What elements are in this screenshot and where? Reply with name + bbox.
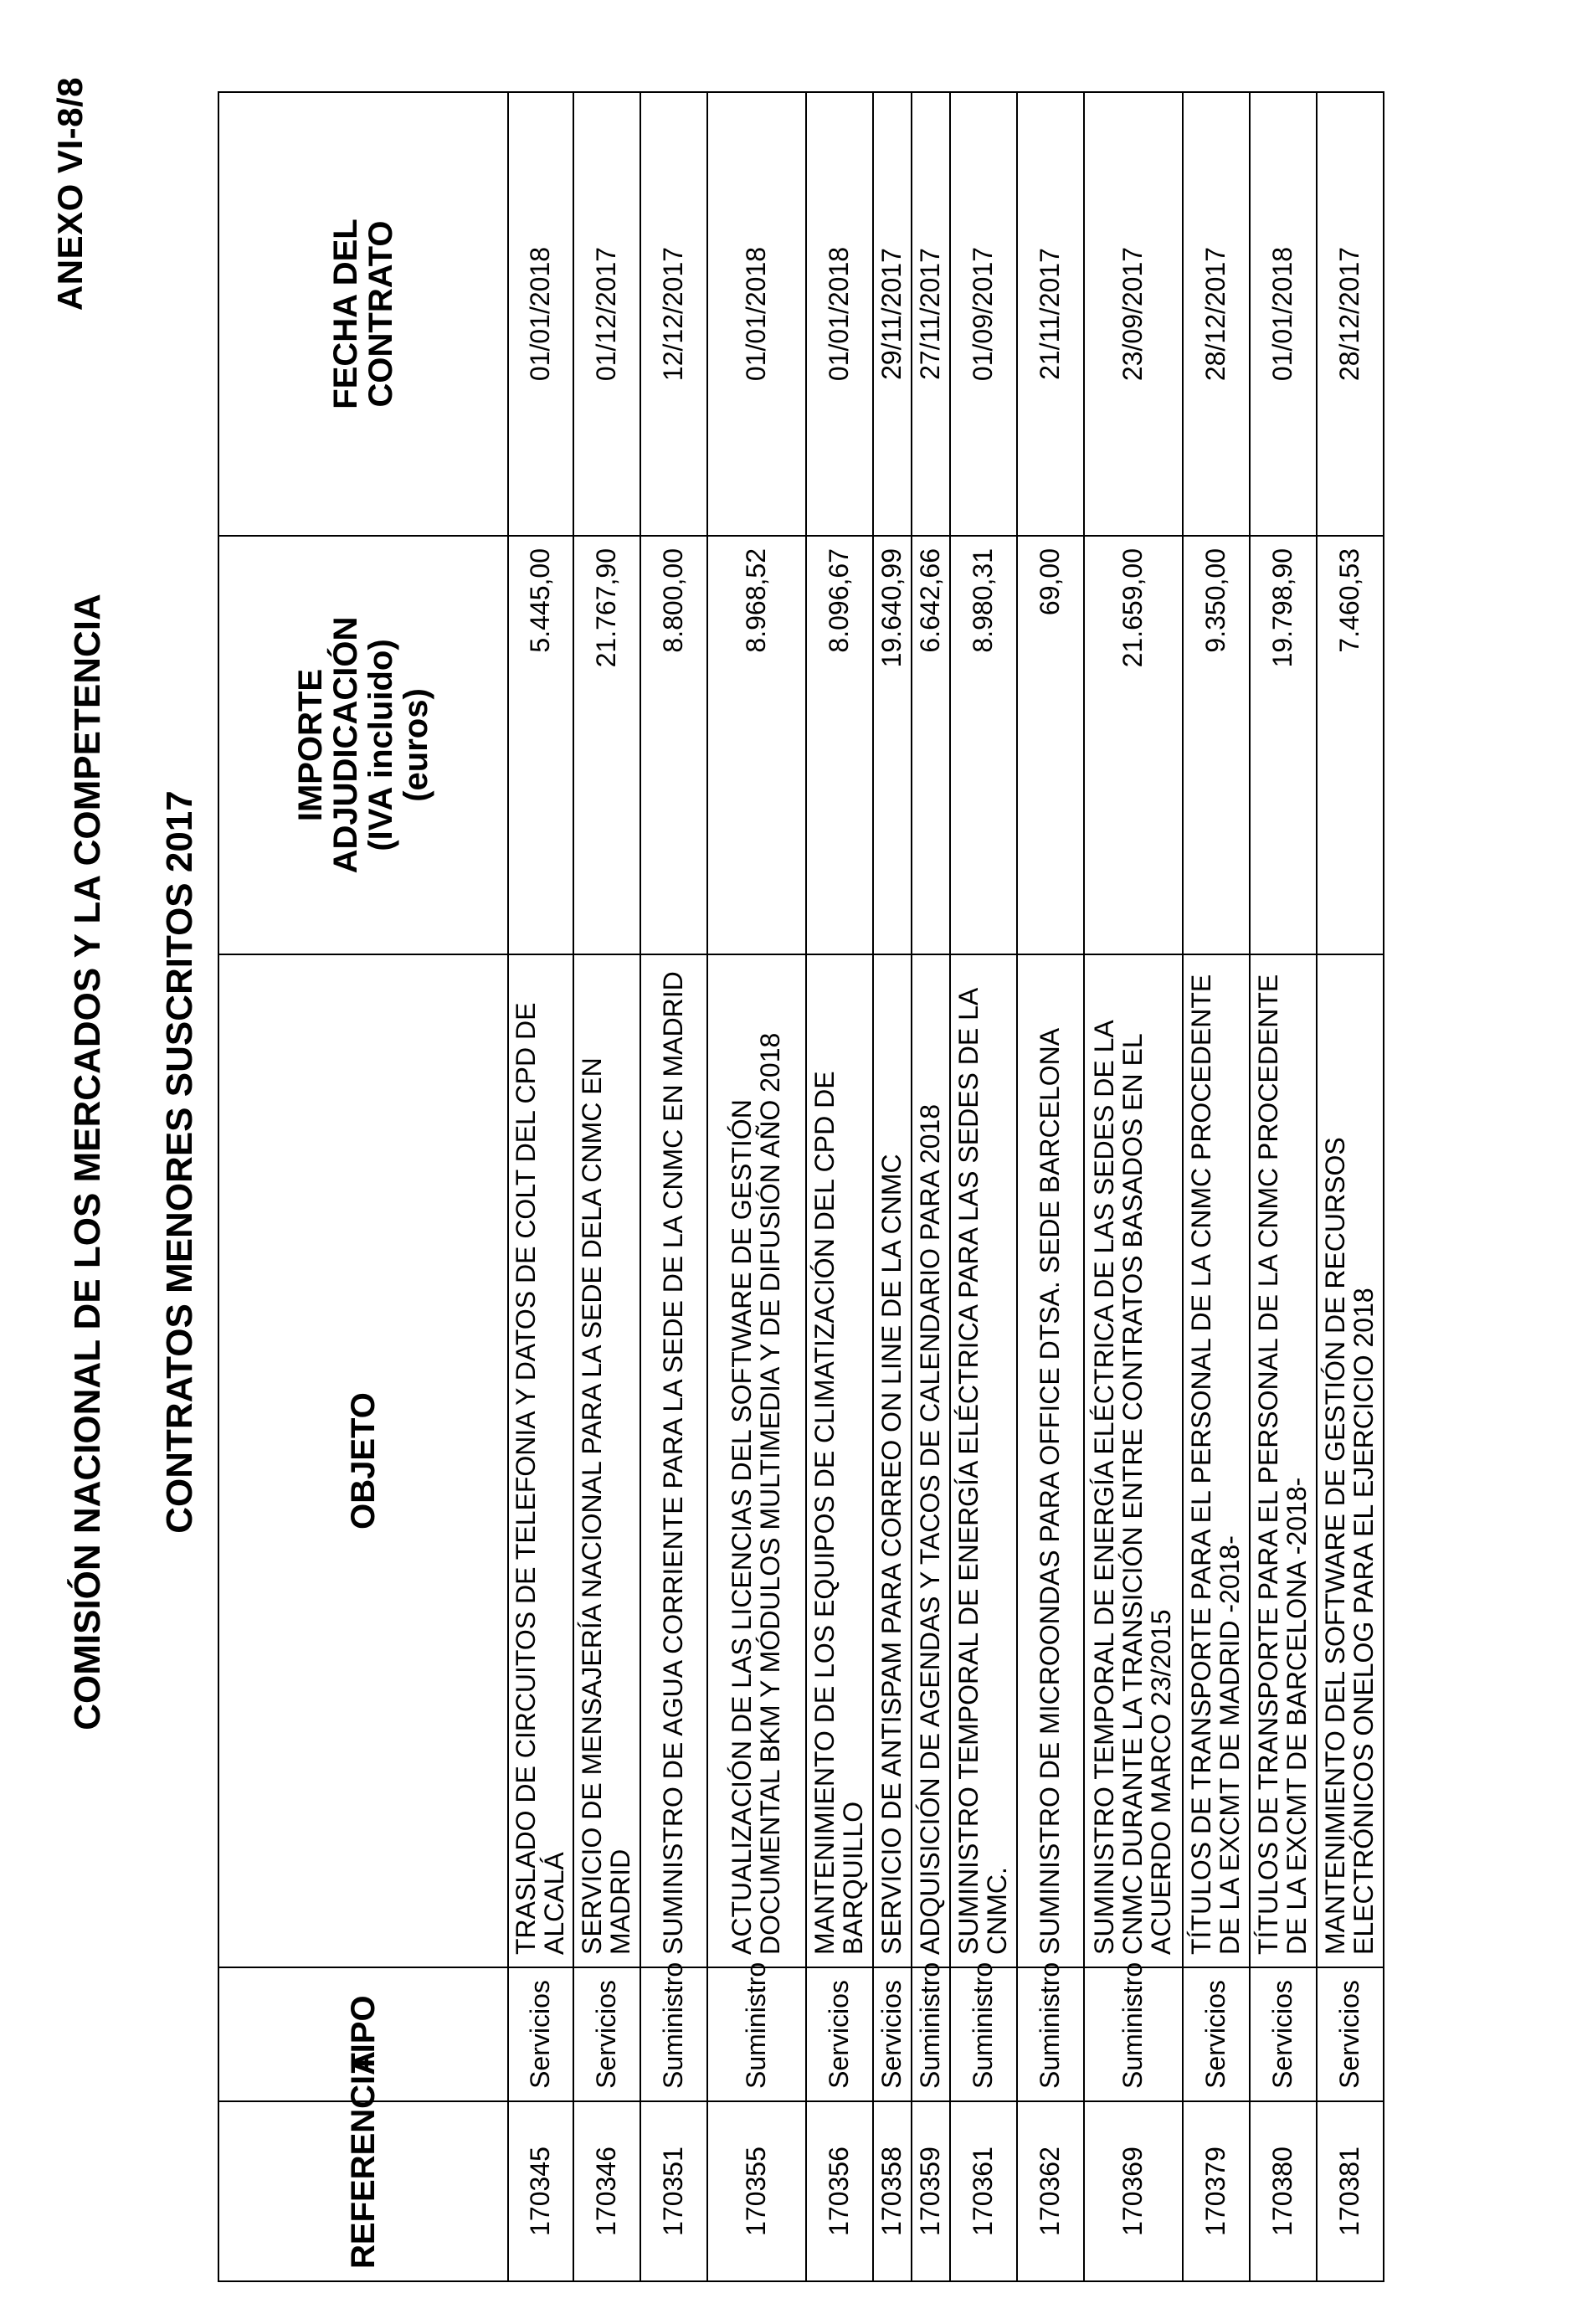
cell-objeto: TÍTULOS DE TRANSPORTE PARA EL PERSONAL DE LA CNMC PROCEDENTE DE LA EXCMT DE BARCELONA -2018- [1250, 954, 1317, 1967]
cell-fecha: 01/01/2018 [806, 92, 873, 536]
cell-tipo: Servicios [806, 1967, 873, 2101]
cell-fecha: 12/12/2017 [640, 92, 707, 536]
cell-tipo: Suministro [950, 1967, 1017, 2101]
header-importe-line: IMPORTE [292, 668, 329, 822]
cell-tipo: Servicios [1250, 1967, 1317, 2101]
header-referencia: REFERENCIA [218, 2101, 508, 2281]
table-row [806, 92, 873, 2281]
cell-objeto: SERVICIO DE ANTISPAM PARA CORREO ON LINE DE LA CNMC [873, 954, 912, 1967]
cell-tipo: Servicios [1317, 1967, 1384, 2101]
header-tipo: TIPO [218, 1967, 508, 2101]
cell-objeto: TÍTULOS DE TRANSPORTE PARA EL PERSONAL DE LA CNMC PROCEDENTE DE LA EXCMT DE MADRID -2018- [1183, 954, 1250, 1967]
cell-fecha: 28/12/2017 [1183, 92, 1250, 536]
cell-tipo: Servicios [573, 1967, 640, 2101]
cell-fecha: 28/12/2017 [1317, 92, 1384, 536]
cell-objeto: SUMINISTRO DE MICROONDAS PARA OFFICE DTSA. SEDE BARCELONA [1017, 954, 1084, 1967]
table-row [573, 92, 640, 2281]
table-row [912, 92, 950, 2281]
cell-tipo: Servicios [873, 1967, 912, 2101]
table-row [707, 92, 806, 2281]
header-importe-line: ADJUDICACIÓN [327, 616, 364, 874]
section-title: CONTRATOS MENORES SUSCRITOS 2017 [159, 790, 200, 1534]
table-row [1317, 92, 1384, 2281]
cell-importe: 19.798,90 [1250, 536, 1317, 954]
cell-referencia: 170362 [1017, 2101, 1084, 2281]
cell-importe: 8.980,31 [950, 536, 1017, 954]
cell-fecha: 23/09/2017 [1084, 92, 1183, 536]
cell-importe: 7.460,53 [1317, 536, 1384, 954]
header-fecha [218, 92, 508, 536]
cell-referencia: 170351 [640, 2101, 707, 2281]
header-importe-line: (IVA incluido) [362, 639, 399, 851]
cell-referencia: 170345 [508, 2101, 573, 2281]
cell-fecha: 21/11/2017 [1017, 92, 1084, 536]
cell-importe: 21.767,90 [573, 536, 640, 954]
cell-fecha: 27/11/2017 [912, 92, 950, 536]
cell-fecha: 01/12/2017 [573, 92, 640, 536]
cell-importe: 5.445,00 [508, 536, 573, 954]
cell-referencia: 170346 [573, 2101, 640, 2281]
header-fecha-line: CONTRATO [362, 220, 399, 408]
header-objeto: OBJETO [218, 954, 508, 1967]
cell-importe: 8.096,67 [806, 536, 873, 954]
cell-importe: 6.642,66 [912, 536, 950, 954]
annex-label: ANEXO VI-8/8 [50, 77, 90, 311]
table-row [508, 92, 573, 2281]
cell-referencia: 170381 [1317, 2101, 1384, 2281]
cell-objeto: SUMINISTRO TEMPORAL DE ENERGÍA ELÉCTRICA DE LAS SEDES DE LA CNMC DURANTE LA TRANSICIÓN ENTRE CONTRATOS BASADOS EN EL ACUERDO MARCO 23/2015 [1084, 954, 1183, 1967]
cell-tipo: Suministro [1017, 1967, 1084, 2101]
cell-importe: 19.640,99 [873, 536, 912, 954]
cell-importe: 8.800,00 [640, 536, 707, 954]
cell-tipo: Servicios [1183, 1967, 1250, 2101]
cell-fecha: 01/01/2018 [1250, 92, 1317, 536]
cell-referencia: 170380 [1250, 2101, 1317, 2281]
cell-tipo: Suministro [707, 1967, 806, 2101]
cell-referencia: 170369 [1084, 2101, 1183, 2281]
cell-fecha: 01/01/2018 [707, 92, 806, 536]
table-header-row [218, 92, 508, 2281]
cell-fecha: 29/11/2017 [873, 92, 912, 536]
cell-objeto: SUMINISTRO TEMPORAL DE ENERGÍA ELÉCTRICA PARA LAS SEDES DE LA CNMC. [950, 954, 1017, 1967]
table-row [640, 92, 707, 2281]
table-row [1183, 92, 1250, 2281]
cell-fecha: 01/01/2018 [508, 92, 573, 536]
header-fecha-line: FECHA DEL [327, 219, 364, 409]
header-importe-line: (euros) [398, 688, 434, 802]
table-row [1017, 92, 1084, 2281]
table-row [873, 92, 912, 2281]
cell-importe: 69,00 [1017, 536, 1084, 954]
institution-title: COMISIÓN NACIONAL DE LOS MERCADOS Y LA COMPETENCIA [67, 594, 108, 1730]
cell-referencia: 170361 [950, 2101, 1017, 2281]
contracts-table [218, 91, 1384, 2282]
cell-fecha: 01/09/2017 [950, 92, 1017, 536]
table-row [1250, 92, 1317, 2281]
cell-tipo: Suministro [640, 1967, 707, 2101]
cell-importe: 21.659,00 [1084, 536, 1183, 954]
cell-objeto: TRASLADO DE CIRCUITOS DE TELEFONIA Y DATOS DE COLT DEL CPD DE ALCALÁ [508, 954, 573, 1967]
table-row [950, 92, 1017, 2281]
cell-objeto: MANTENIMIENTO DE LOS EQUIPOS DE CLIMATIZACIÓN DEL CPD DE BARQUILLO [806, 954, 873, 1967]
cell-referencia: 170355 [707, 2101, 806, 2281]
cell-objeto: SUMINISTRO DE AGUA CORRIENTE PARA LA SEDE DE LA CNMC EN MADRID [640, 954, 707, 1967]
cell-tipo: Suministro [1084, 1967, 1183, 2101]
cell-tipo: Servicios [508, 1967, 573, 2101]
cell-importe: 8.968,52 [707, 536, 806, 954]
cell-referencia: 170359 [912, 2101, 950, 2281]
cell-importe: 9.350,00 [1183, 536, 1250, 954]
cell-referencia: 170358 [873, 2101, 912, 2281]
cell-objeto: MANTENIMIENTO DEL SOFTWARE DE GESTIÓN DE RECURSOS ELECTRÓNICOS ONELOG PARA EL EJERCICIO 2018 [1317, 954, 1384, 1967]
cell-objeto: SERVICIO DE MENSAJERÍA NACIONAL PARA LA SEDE DELA CNMC EN MADRID [573, 954, 640, 1967]
cell-tipo: Suministro [912, 1967, 950, 2101]
table-row [1084, 92, 1183, 2281]
header-importe [218, 536, 508, 954]
cell-objeto: ACTUALIZACIÓN DE LAS LICENCIAS DEL SOFTWARE DE GESTIÓN DOCUMENTAL BKM Y MÓDULOS MULTIMEDIA Y DE DIFUSIÓN AÑO 2018 [707, 954, 806, 1967]
cell-referencia: 170379 [1183, 2101, 1250, 2281]
cell-referencia: 170356 [806, 2101, 873, 2281]
cell-objeto: ADQUISICIÓN DE AGENDAS Y TACOS DE CALENDARIO PARA 2018 [912, 954, 950, 1967]
